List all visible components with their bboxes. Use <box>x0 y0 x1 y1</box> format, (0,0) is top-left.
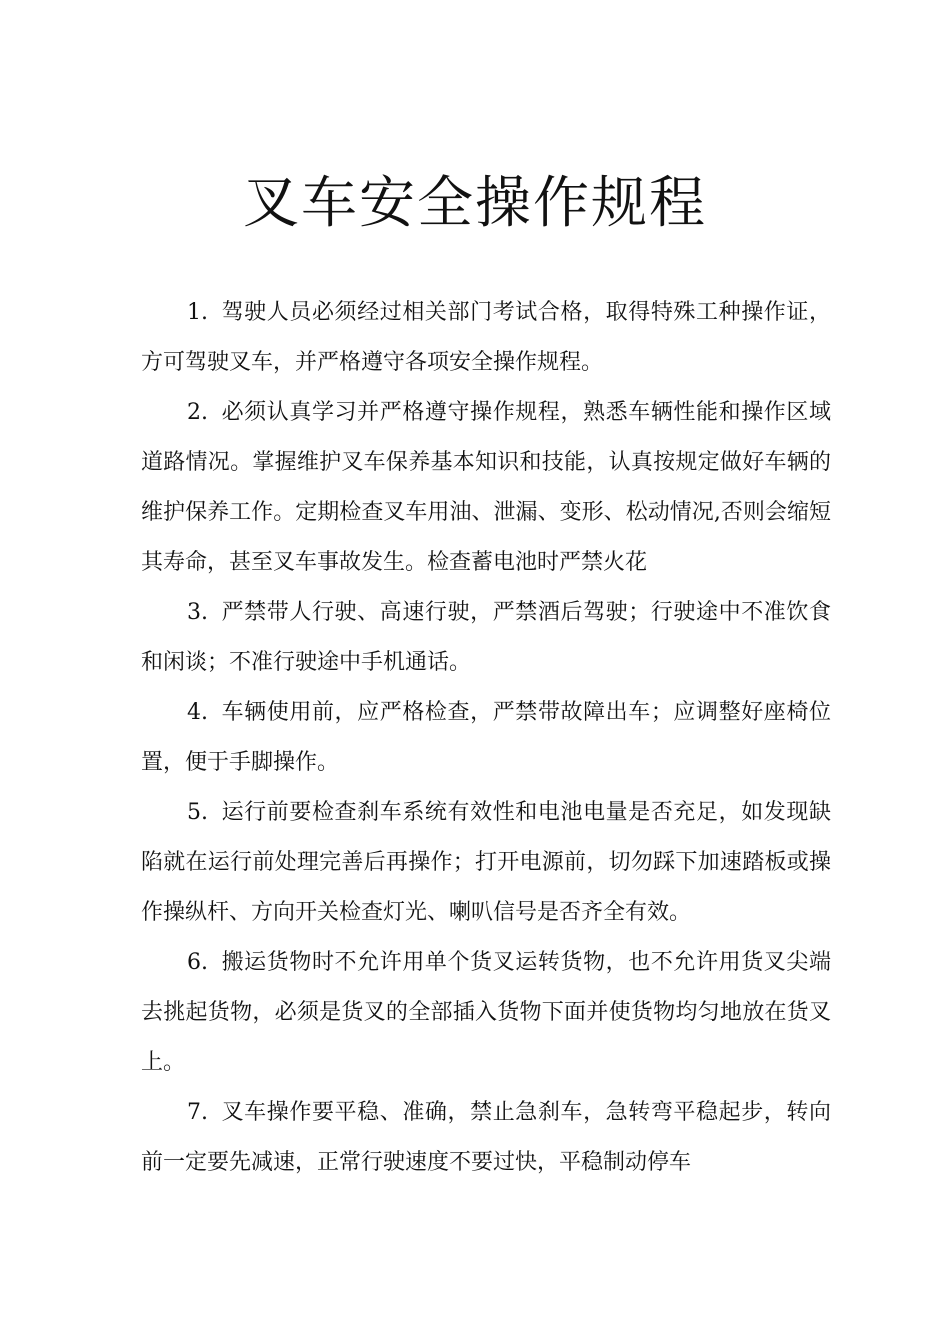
rule-text: 严禁带人行驶、高速行驶，严禁酒后驾驶；行驶途中不准饮食和闲谈；不准行驶途中手机通话。 <box>141 600 831 675</box>
rule-number: 5. <box>187 800 208 825</box>
rule-number: 6. <box>187 950 208 975</box>
rule-item-2 <box>141 388 831 588</box>
rule-text: 叉车操作要平稳、准确，禁止急刹车，急转弯平稳起步，转向前一定要先减速，正常行驶速度不要过快，平稳制动停车 <box>141 1100 831 1175</box>
rule-text: 必须认真学习并严格遵守操作规程，熟悉车辆性能和操作区域道路情况。掌握维护叉车保养基本知识和技能，认真按规定做好车辆的维护保养工作。定期检查叉车用油、泄漏、变形、松动情况,否则会缩短其寿命，甚至叉车事故发生。检查蓄电池时严禁火花 <box>141 400 831 575</box>
rule-item-6 <box>141 938 831 1088</box>
document-title: 叉车安全操作规程 <box>243 171 707 236</box>
rule-number: 7. <box>187 1100 208 1125</box>
rule-text: 运行前要检查刹车系统有效性和电池电量是否充足，如发现缺陷就在运行前处理完善后再操作；打开电源前，切勿踩下加速踏板或操作操纵杆、方向开关检查灯光、喇叭信号是否齐全有效。 <box>141 800 831 925</box>
rule-item-7 <box>141 1088 831 1188</box>
rule-text: 车辆使用前，应严格检查，严禁带故障出车；应调整好座椅位置，便于手脚操作。 <box>141 700 831 775</box>
rule-number: 2. <box>187 400 208 425</box>
rule-item-3 <box>141 588 831 688</box>
rule-item-1 <box>141 288 831 388</box>
document-body <box>141 288 831 1188</box>
rule-text: 搬运货物时不允许用单个货叉运转货物，也不允许用货叉尖端去挑起货物，必须是货叉的全部插入货物下面并使货物均匀地放在货叉上。 <box>141 950 831 1075</box>
rule-item-5 <box>141 788 831 938</box>
rule-item-4 <box>141 688 831 788</box>
rule-number: 1. <box>187 300 208 325</box>
rule-number: 3. <box>187 600 208 625</box>
rule-text: 驾驶人员必须经过相关部门考试合格，取得特殊工种操作证，方可驾驶叉车，并严格遵守各项安全操作规程。 <box>141 300 831 375</box>
rule-number: 4. <box>187 700 208 725</box>
